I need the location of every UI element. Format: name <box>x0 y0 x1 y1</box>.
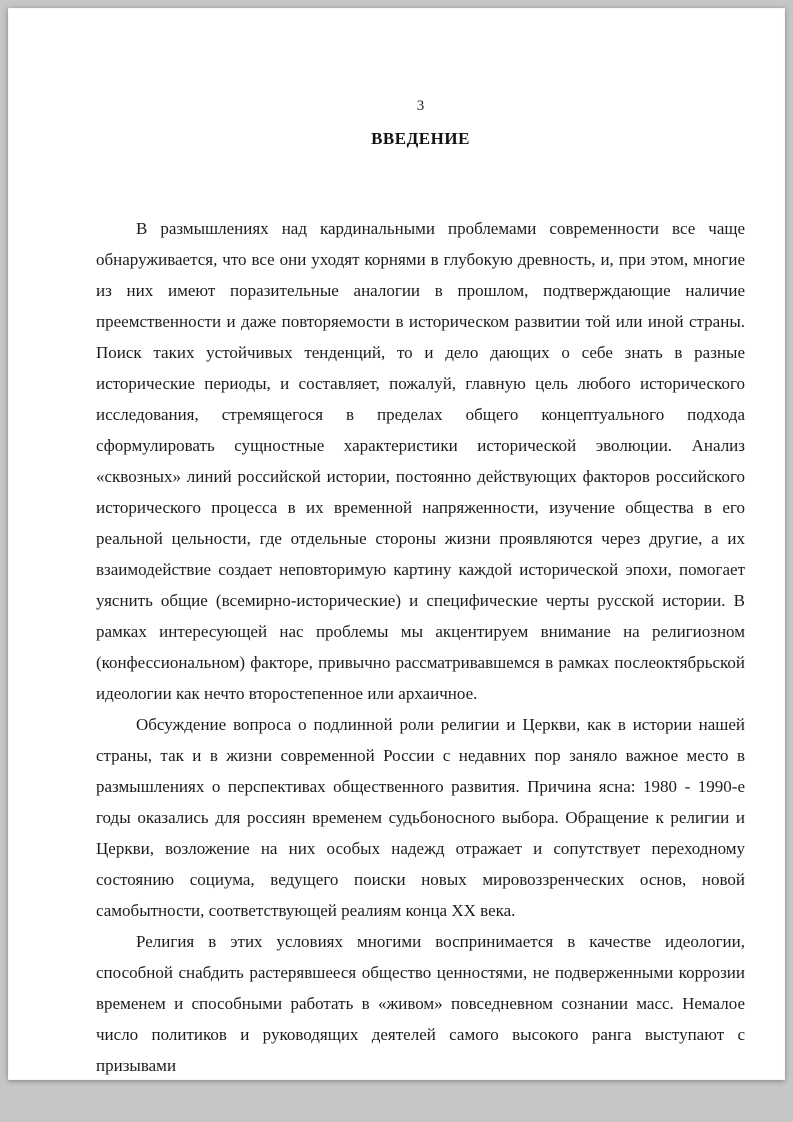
paragraph: Обсуждение вопроса о подлинной роли религии и Церкви, как в истории нашей страны, так и в жизни современной России с недавних пор заняло важное место в размышлениях о перспективах общественного развития. Причина ясна: 1980 - 1990-е годы оказались для россиян временем судьбоносного выбора. Обращение к религии и Церкви, возложение на них особых надежд отражает и сопутствует переходному состоянию социума, ведущего поиски новых мировоззренческих основ, новой самобытности, соответствующей реалиям конца XX века. <box>96 715 745 920</box>
paragraph: В размышлениях над кардинальными проблемами современности все чаще обнаруживается, что все они уходят корнями в глубокую древность, и, при этом, многие из них имеют поразительные аналогии в прошлом, подтверждающие наличие преемственности и даже повторяемости в историческом развитии той или иной страны. Поиск таких устойчивых тенденций, то и дело дающих о себе знать в разные исторические периоды, и составляет, пожалуй, главную цель любого исторического исследования, стремящегося в пределах общего концептуального подхода сформулировать сущностные характеристики исторической эволюции. Анализ «сквозных» линий российской истории, постоянно действующих факторов российского исторического процесса в их временной напряженности, изучение общества в его реальной цельности, где отдельные стороны жизни проявляются через другие, а их взаимодействие создает неповторимую картину каждой исторической эпохи, помогает уяснить общие (всемирно-исторические) и специфические черты русской истории. В рамках интересующей нас проблемы мы акцентируем внимание на религиозном (конфессиональном) факторе, привычно рассматривавшемся в рамках послеоктябрьской идеологии как нечто второстепенное или архаичное. <box>96 219 745 703</box>
body-text <box>96 213 745 1081</box>
paragraph: Религия в этих условиях многими воспринимается в качестве идеологии, способной снабдить растерявшееся общество ценностями, не подверженными коррозии временем и способными работать в «живом» повседневном сознании масс. Немалое число политиков и руководящих деятелей самого высокого ранга выступают с призывами <box>96 932 745 1075</box>
page-title: ВВЕДЕНИЕ <box>371 129 470 148</box>
page-content <box>8 8 785 1081</box>
document-page <box>8 8 785 1080</box>
page-number: 3 <box>416 98 425 114</box>
